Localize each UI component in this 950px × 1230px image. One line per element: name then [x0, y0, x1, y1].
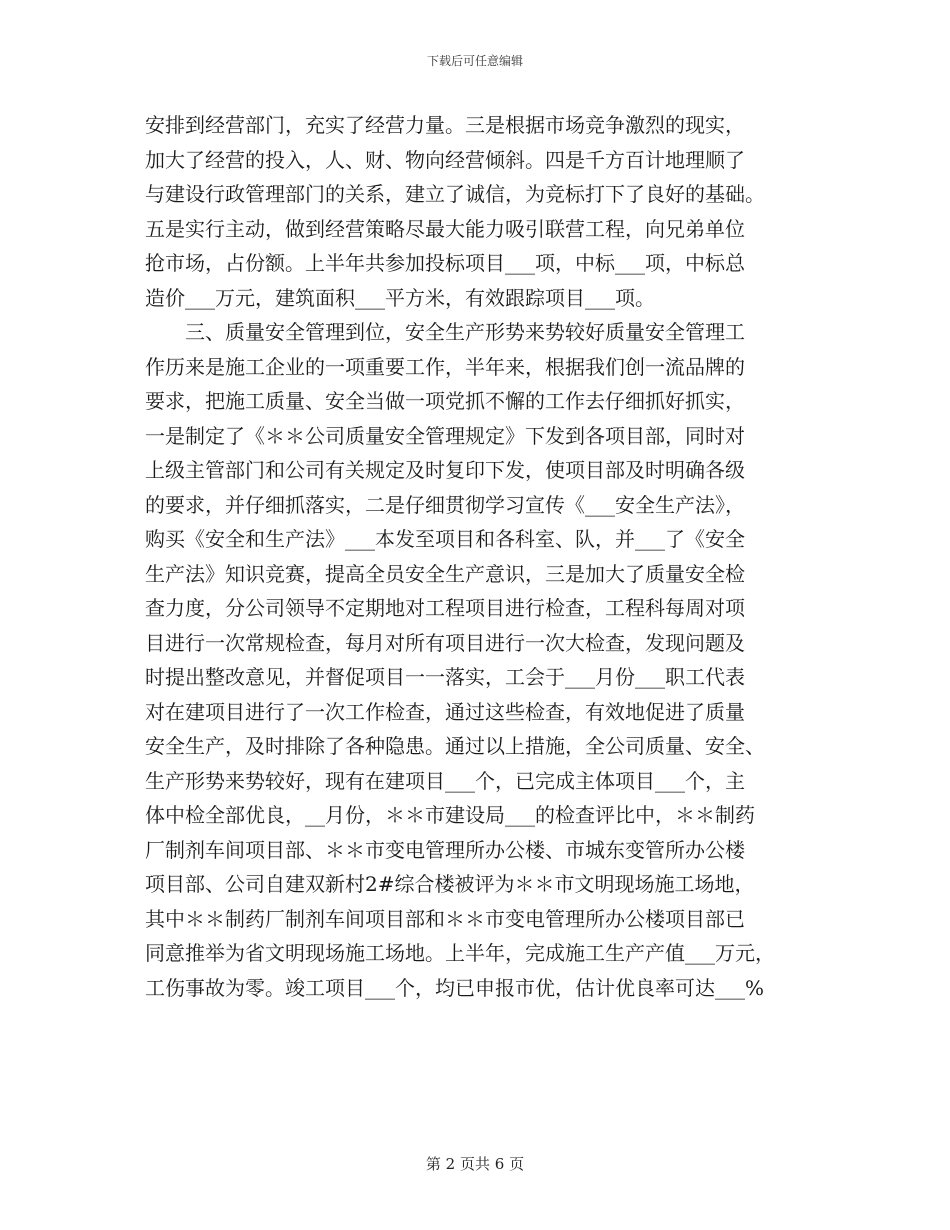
- text-line: 造价___万元，建筑面积___平方米，有效跟踪项目___项。: [145, 285, 655, 310]
- text-line: 购买《安全和生产法》___本发至项目和各科室、队，并___了《安全: [145, 527, 745, 551]
- text-line: 对在建项目进行了一次工作检查，通过这些检查，有效地促进了质量: [145, 699, 745, 724]
- text-line: 体中检全部优良，__月份，＊＊市建设局___的检查评比中，＊＊制药: [145, 803, 755, 827]
- text-line: 三、质量安全管理到位，安全生产形势来势较好质量安全管理工: [145, 320, 745, 344]
- text-line: 工伤事故为零。竣工项目___个，均已申报市优，估计优良率可达___%: [145, 975, 765, 1000]
- text-line: 厂制剂车间项目部、＊＊市变电管理所办公楼、市城东变管所办公楼: [145, 837, 745, 862]
- text-line: 项目部、公司自建双新村2#综合楼被评为＊＊市文明现场施工场地，: [145, 872, 755, 896]
- text-line: 生产形势来势较好，现有在建项目___个，已完成主体项目___个，主: [145, 768, 745, 793]
- text-line: 其中＊＊制药厂制剂车间项目部和＊＊市变电管理所办公楼项目部已: [145, 906, 745, 931]
- page-number: 第 2 页共 6 页: [425, 1155, 525, 1173]
- text-line: 安排到经营部门，充实了经营力量。三是根据市场竞争激烈的现实，: [145, 113, 745, 137]
- text-line: 作历来是施工企业的一项重要工作，半年来，根据我们创一流品牌的: [145, 354, 745, 379]
- text-line: 生产法》知识竞赛，提高全员安全生产意识，三是加大了质量安全检: [145, 561, 745, 586]
- text-line: 抢市场，占份额。上半年共参加投标项目___项，中标___项，中标总: [145, 251, 745, 275]
- text-line: 查力度，分公司领导不定期地对工程项目进行检查，工程科每周对项: [145, 596, 745, 620]
- text-line: 要求，把施工质量、安全当做一项党抓不懈的工作去仔细抓好抓实，: [145, 389, 745, 413]
- text-line: 加大了经营的投入，人、财、物向经营倾斜。四是千方百计地理顺了: [145, 147, 745, 172]
- text-line: 时提出整改意见，并督促项目一一落实，工会于___月份___职工代表: [145, 665, 745, 689]
- text-line: 的要求，并仔细抓落实，二是仔细贯彻学习宣传《___安全生产法》，: [145, 492, 745, 517]
- text-line: 五是实行主动，做到经营策略尽最大能力吸引联营工程，向兄弟单位: [145, 216, 745, 241]
- text-line: 目进行一次常规检查，每月对所有项目进行一次大检查，发现问题及: [145, 630, 745, 655]
- text-line: 一是制定了《＊＊公司质量安全管理规定》下发到各项目部，同时对: [145, 423, 745, 448]
- text-line: 同意推举为省文明现场施工场地。上半年，完成施工生产产值___万元，: [145, 941, 775, 965]
- text-line: 安全生产，及时排除了各种隐患。通过以上措施，全公司质量、安全、: [145, 734, 765, 758]
- page-header-note: 下载后可任意编辑: [426, 54, 523, 68]
- text-line: 与建设行政管理部门的关系，建立了诚信，为竞标打下了良好的基础。: [145, 182, 765, 206]
- document-body: [145, 108, 810, 1005]
- text-line: 上级主管部门和公司有关规定及时复印下发，使项目部及时明确各级: [145, 458, 745, 482]
